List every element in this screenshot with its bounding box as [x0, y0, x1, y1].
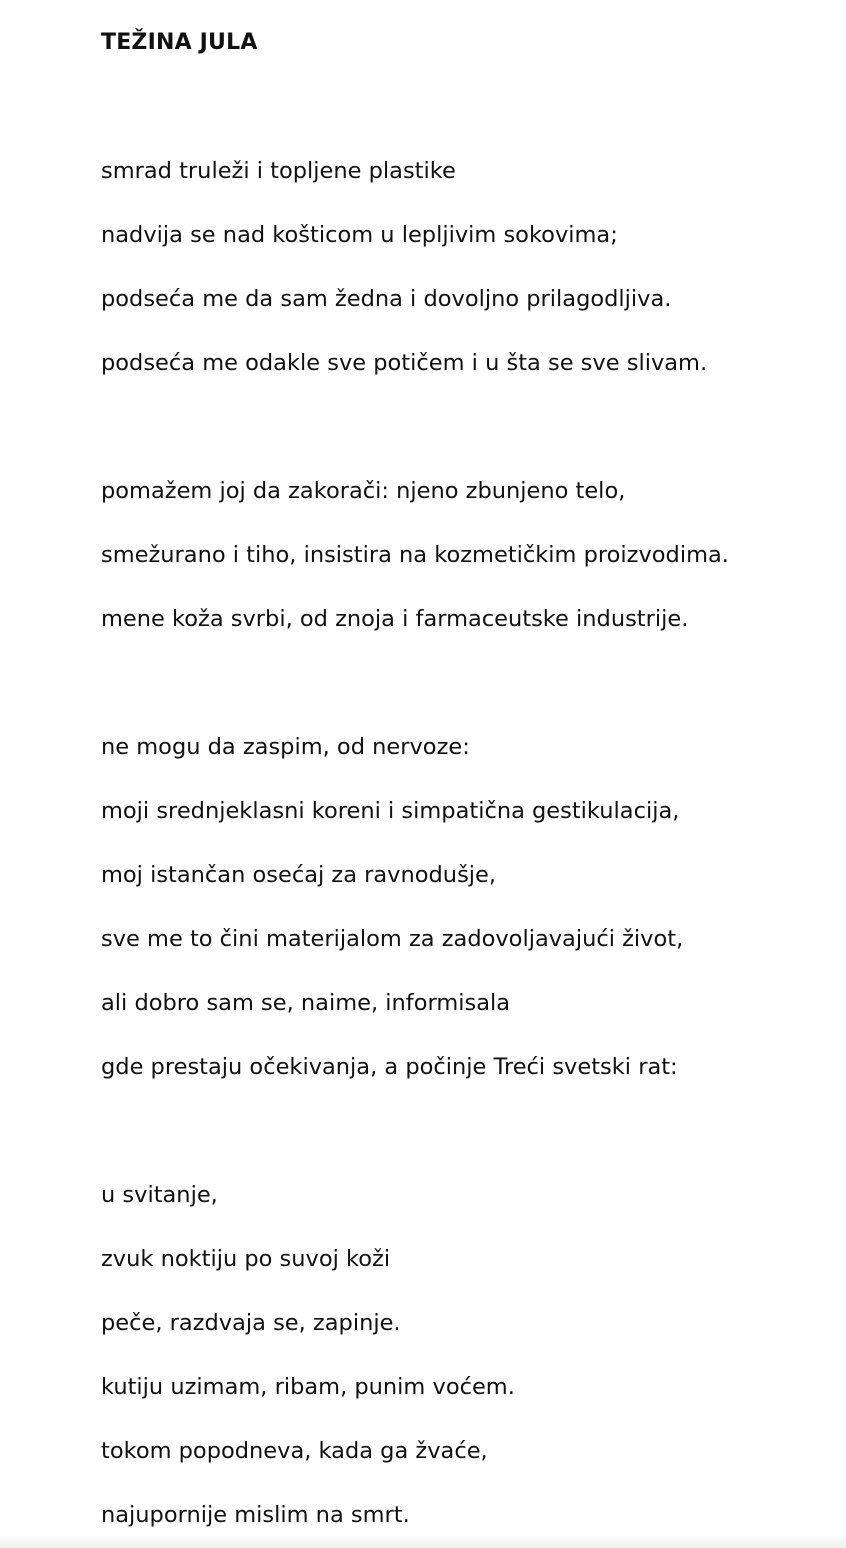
poem-line: zvuk noktiju po suvoj koži	[101, 1246, 391, 1272]
stanza-3	[101, 715, 683, 1099]
poem-line: sve me to čini materijalom za zadovoljavajući život,	[101, 926, 684, 952]
poem-line: nadvija se nad košticom u lepljivim sokovima;	[101, 222, 618, 248]
poem-line: gde prestaju očekivanja, a počinje Treći svetski rat:	[101, 1054, 678, 1080]
poem-title: TEŽINA JULA	[101, 30, 258, 55]
document-page	[101, 0, 846, 1548]
poem-line: pomažem joj da zakorači: njeno zbunjeno telo,	[101, 478, 626, 504]
poem-line: ali dobro sam se, naime, informisala	[101, 990, 511, 1016]
poem-line: moj istančan osećaj za ravnodušje,	[101, 862, 497, 888]
poem-line: smežurano i tiho, insistira na kozmetičkim proizvodima.	[101, 542, 729, 568]
poem-line: smrad truleži i topljene plastike	[101, 158, 456, 184]
poem-line: najupornije mislim na smrt.	[101, 1502, 410, 1528]
poem-line: podseća me odakle sve potičem i u šta se sve slivam.	[101, 350, 708, 376]
page-bottom-shadow	[0, 1534, 846, 1548]
stanza-4	[101, 1163, 515, 1547]
poem-line: moji srednjeklasni koreni i simpatična gestikulacija,	[101, 798, 680, 824]
stanza-1	[101, 139, 707, 395]
poem-line: podseća me da sam žedna i dovoljno prilagodljiva.	[101, 286, 672, 312]
poem-line: tokom popodneva, kada ga žvaće,	[101, 1438, 488, 1464]
stanza-2	[101, 459, 729, 651]
poem-line: kutiju uzimam, ribam, punim voćem.	[101, 1374, 515, 1400]
poem-line: u svitanje,	[101, 1182, 218, 1208]
poem-line: ne mogu da zaspim, od nervoze:	[101, 734, 470, 760]
poem-line: mene koža svrbi, od znoja i farmaceutske industrije.	[101, 606, 689, 632]
poem-line: peče, razdvaja se, zapinje.	[101, 1310, 401, 1336]
